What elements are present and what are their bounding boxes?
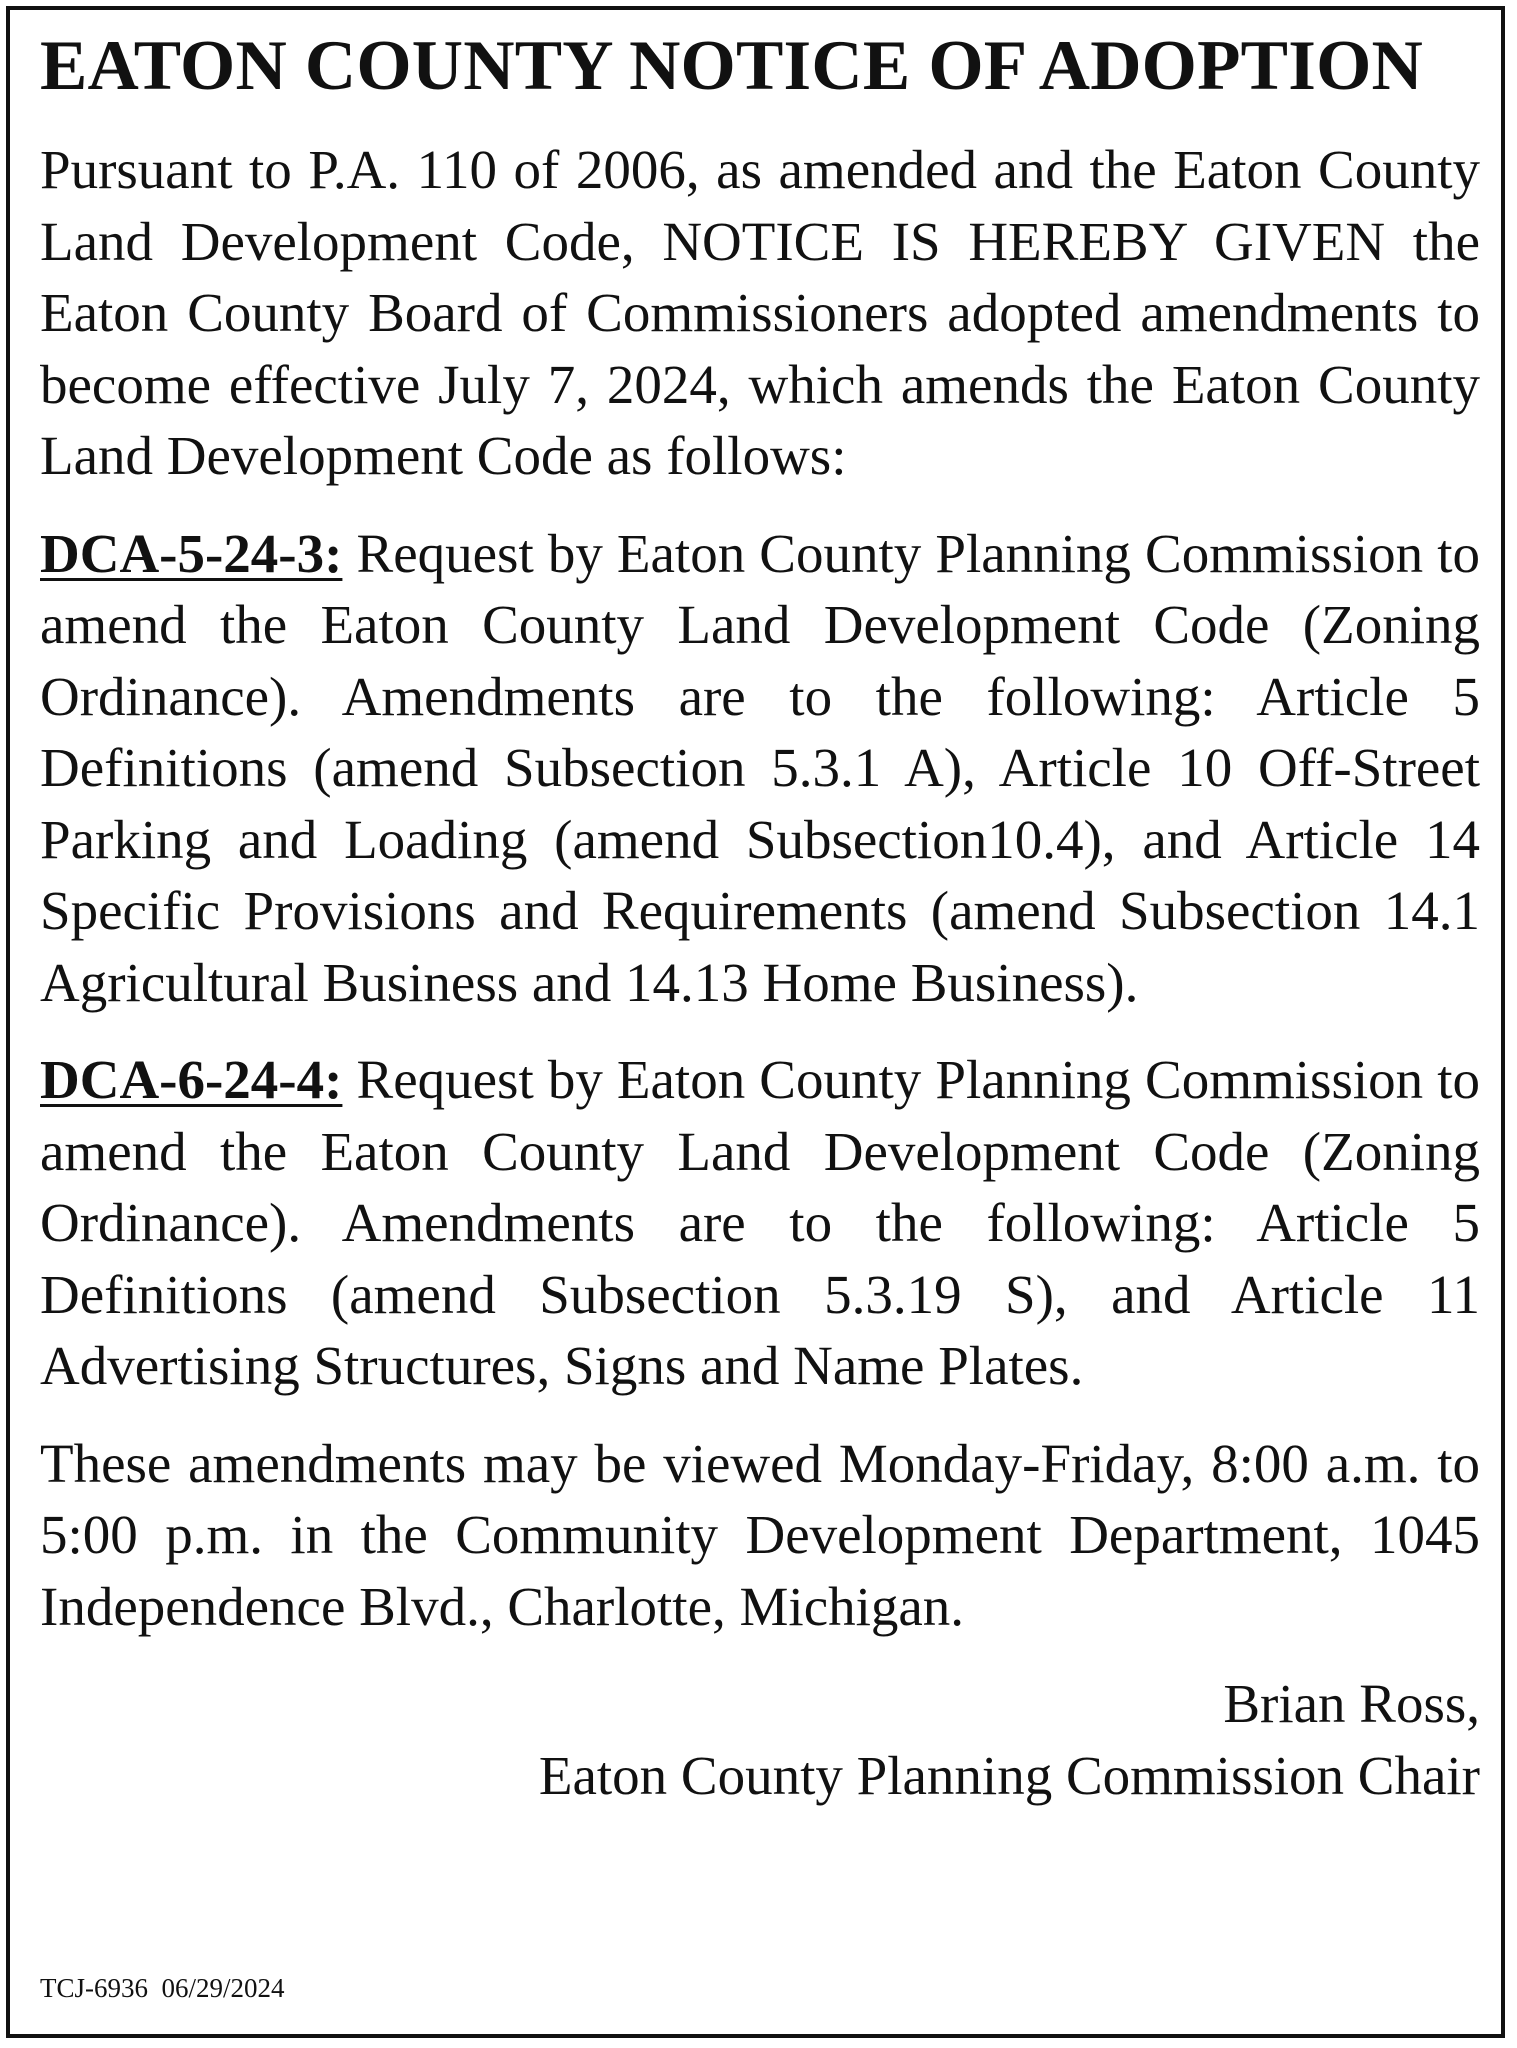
amendment-code: DCA-5-24-3: bbox=[40, 522, 343, 584]
signature-name: Brian Ross, bbox=[1223, 1673, 1480, 1734]
signature-block bbox=[40, 1668, 1480, 1811]
signature-title: Eaton County Planning Commission Chair bbox=[538, 1744, 1480, 1806]
notice-content bbox=[40, 24, 1480, 1811]
amendment-code: DCA-6-24-4: bbox=[40, 1049, 343, 1110]
publication-reference: TCJ-6936 06/29/2024 bbox=[40, 1973, 285, 2003]
amendment-paragraph bbox=[40, 518, 1480, 1019]
intro-paragraph: Pursuant to P.A. 110 of 2006, as amended and the Eaton County Land Development Code, NOTICE IS HEREBY GIVEN the Eaton County Board of Commissioners adopted amendments to become effective July 7, 2024, which amends the Eaton County Land Development Code as follows: bbox=[40, 139, 1480, 486]
amendment-text: Request by Eaton County Planning Commission to amend the Eaton County Land Development Code (Zoning Ordinance). Amendments are to the following: Article 5 Definitions (amend Subsection 5.3.1 A), Article 10 Off-Street Parking and Loading (amend Subsection10.4), and Article 14 Specific Provisions and Requirements (amend Subsection 14.1 Agricultural Business and 14.13 Home Business). bbox=[40, 522, 1481, 1013]
amendment-paragraph bbox=[40, 1044, 1480, 1402]
amendment-text: Request by Eaton County Planning Commission to amend the Eaton County Land Development Code (Zoning Ordinance). Amendments are to the following: Article 5 Definitions (amend Subsection 5.3.19 S), and Article 11 Advertising Structures, Signs and Name Plates. bbox=[40, 1049, 1481, 1396]
viewing-paragraph: These amendments may be viewed Monday-Friday, 8:00 a.m. to 5:00 p.m. in the Community Development Department, 1045 Independence Blvd., Charlotte, Michigan. bbox=[40, 1432, 1480, 1637]
notice-title: EATON COUNTY NOTICE OF ADOPTION bbox=[40, 27, 1423, 105]
